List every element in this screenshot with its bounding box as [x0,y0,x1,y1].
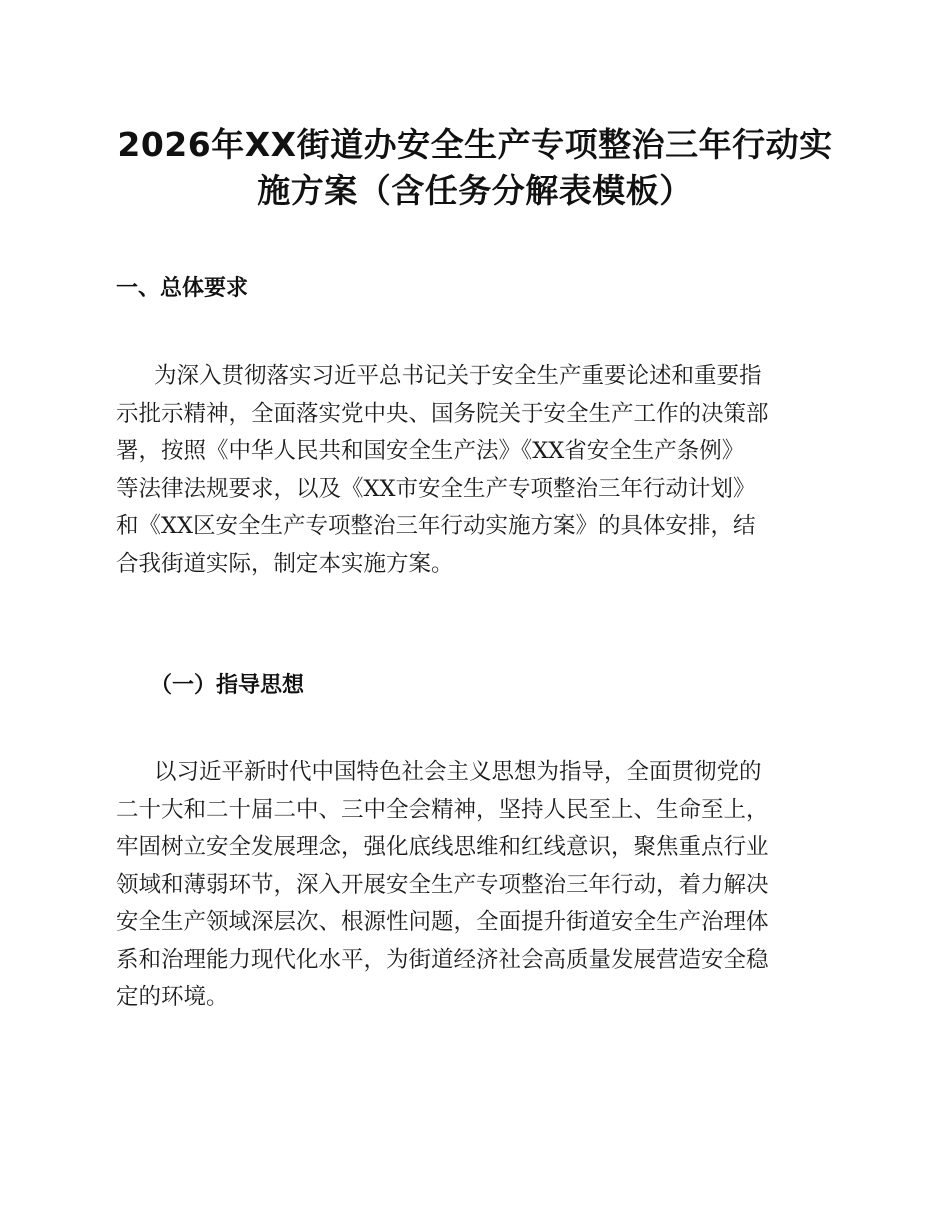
paragraph-line: 牢固树立安全发展理念，强化底线思维和红线意识，聚焦重点行业 [116,834,769,860]
document-title-line: 施方案（含任务分解表模板） [257,171,693,210]
document-title [110,122,840,214]
paragraph-line: 等法律法规要求，以及《XX市安全生产专项整治三年行动计划》 [116,475,756,502]
paragraph-line: 二十大和二十届二中、三中全会精神，坚持人民至上、生命至上， [116,796,769,823]
paragraph-line: 系和治理能力现代化水平，为街道经济社会高质量发展营造安全稳 [116,946,769,973]
paragraph-line: 合我街道实际，制定本实施方案。 [116,550,454,577]
paragraph-line: 和《XX区安全生产专项整治三年行动实施方案》的具体安排，结 [116,513,756,539]
paragraph-line: 署，按照《中华人民共和国安全生产法》《XX省安全生产条例》 [116,438,745,464]
paragraph-line: 示批示精神，全面落实党中央、国务院关于安全生产工作的决策部 [116,400,769,427]
paragraph-guiding-ideology [116,754,838,1017]
document-title-line: 2026年XX街道办安全生产专项整治三年行动实 [117,125,833,164]
paragraph-overall-requirements [116,358,838,583]
subsection-heading-guiding-ideology: （一）指导思想 [150,673,305,698]
paragraph-line: 领域和薄弱环节，深入开展安全生产专项整治三年行动，着力解决 [116,871,769,898]
paragraph-line: 安全生产领域深层次、根源性问题，全面提升街道安全生产治理体 [116,909,769,935]
paragraph-line: 定的环境。 [116,984,229,1010]
section-heading-overall-requirements: 一、总体要求 [116,276,249,301]
paragraph-line: 以习近平新时代中国特色社会主义思想为指导，全面贯彻党的 [154,759,762,785]
paragraph-line: 为深入贯彻落实习近平总书记关于安全生产重要论述和重要指 [154,363,762,389]
